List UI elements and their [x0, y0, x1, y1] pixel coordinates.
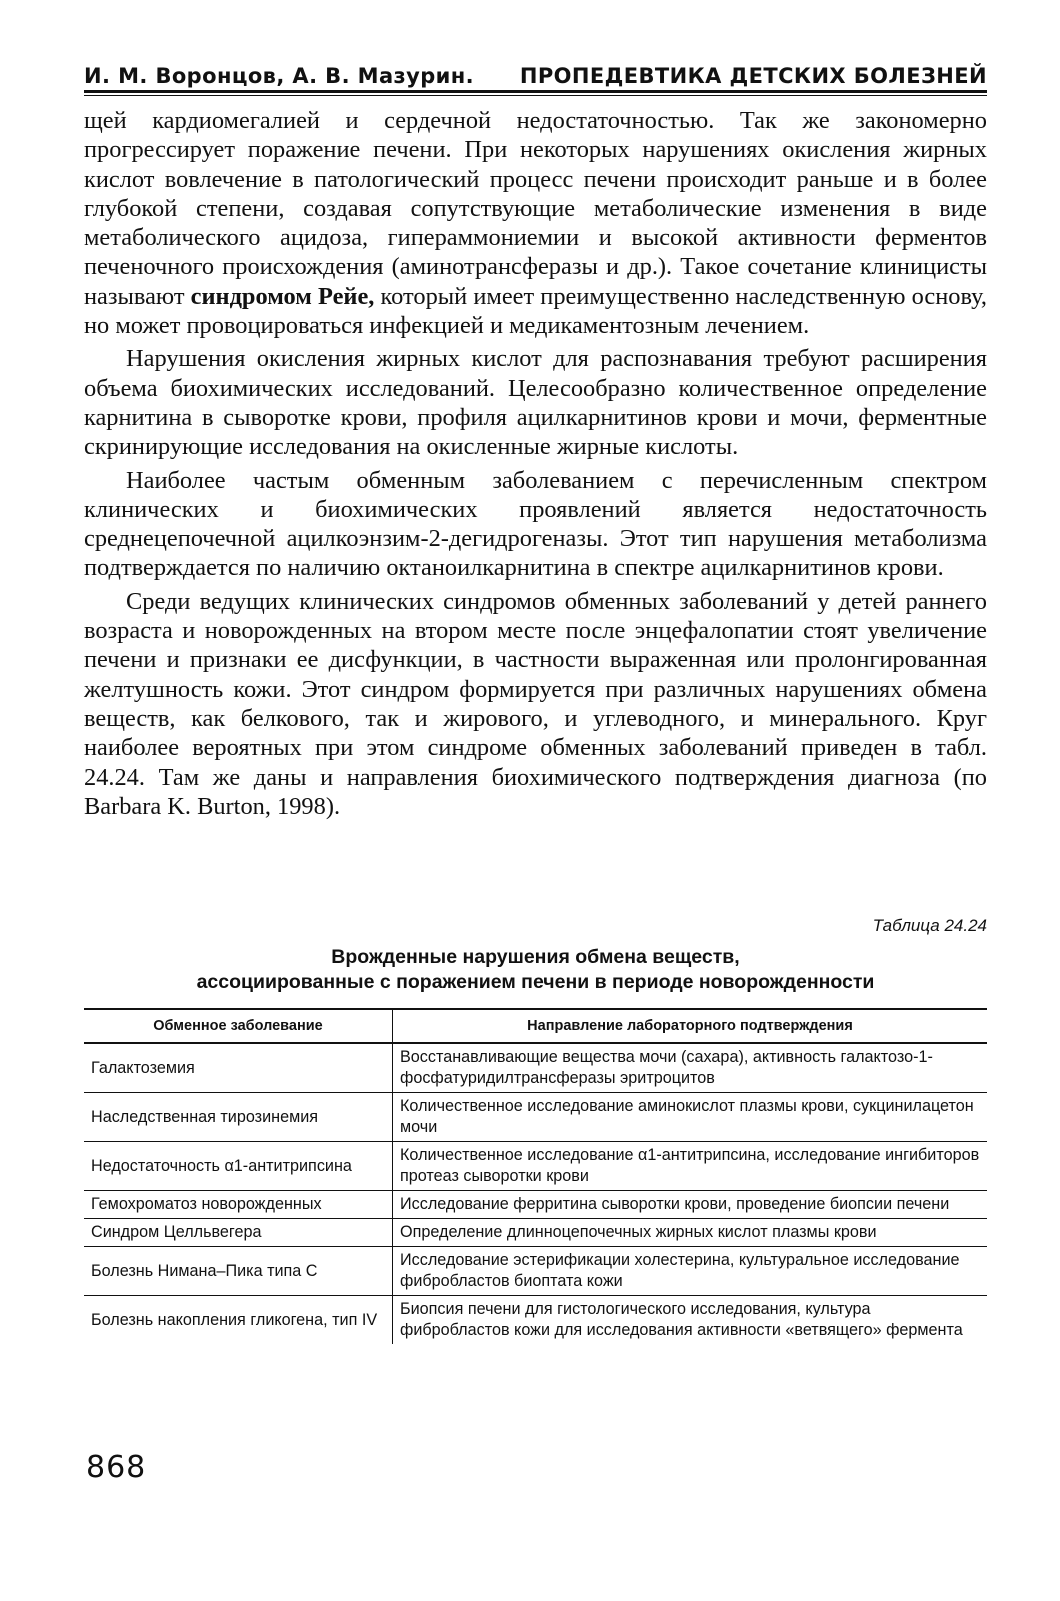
disease-cell: Синдром Целльвегера	[84, 1219, 393, 1247]
lab-cell: Исследование эстерификации холестерина, культуральное исследование фибробластов биоптата кожи	[393, 1247, 988, 1296]
disease-cell: Галактоземия	[84, 1043, 393, 1093]
running-head-authors: И. М. Воронцов, А. В. Мазурин.	[84, 64, 475, 88]
table-row	[84, 1142, 987, 1191]
table-row	[84, 1093, 987, 1142]
paragraph-4: Среди ведущих клинических синдромов обменных заболеваний у детей раннего возраста и новорожденных на втором месте после энцефалопатии стоят увеличение печени и признаки ее дисфункции, в частности выраженная или пролонгированная желтушность кожи. Этот синдром формируется при различных нарушениях обмена веществ, как белкового, так и жирового, и углеводного, и минерального. Круг наиболее вероятных при этом синдроме обменных заболеваний приведен в табл. 24.24. Там же даны и направления биохимического подтверждения диагноза (по Barbara K. Burton, 1998).	[84, 587, 987, 820]
table-title-line-2: ассоциированные с поражением печени в периоде новорожденности	[196, 971, 875, 993]
paragraph-2: Нарушения окисления жирных кислот для распознавания требуют расширения объема биохимических исследований. Целесообразно количественное определение карнитина в сыворотке крови, профиля ацилкарнитинов крови и мочи, ферментные скринирующие исследования на окисленные жирные кислоты.	[84, 345, 987, 461]
disease-cell: Недостаточность α1-антитрипсина	[84, 1142, 393, 1191]
column-header-disease: Обменное заболевание	[84, 1009, 393, 1043]
table-title-line-1: Врожденные нарушения обмена веществ,	[331, 946, 740, 968]
lab-cell: Количественное исследование аминокислот плазмы крови, сукцинилацетон мочи	[393, 1093, 988, 1142]
paragraph-1-text-end: который имеет преимущественно наследственную основу, но может провоцироваться инфекцией и медикаментозным лечением.	[84, 282, 987, 340]
table-header-row	[84, 1009, 987, 1043]
header-rule-thin	[84, 95, 987, 96]
table-row	[84, 1219, 987, 1247]
disease-cell: Болезнь Нимана–Пика типа С	[84, 1247, 393, 1296]
header-rule	[84, 90, 987, 93]
paragraph-1	[84, 106, 987, 340]
paragraph-1-text: щей кардиомегалией и сердечной недостаточностью. Так же закономерно прогрессирует поражение печени. При некоторых нарушениях окисления жирных кислот вовлечение в патологический процесс печени происходит раньше и в более глубокой степени, создавая сопутствующие метаболические изменения в виде метаболического ацидоза, гипераммониемии и высокой активности ферментов печеночного происхождения (аминотрансферазы и др.). Такое сочетание клиницисты называют	[84, 107, 987, 310]
term-reye-syndrome: синдромом Рейе,	[190, 282, 375, 310]
lab-cell: Биопсия печени для гистологического исследования, культура фибробластов кожи для исследования активности «ветвящего» фермента	[400, 1300, 963, 1339]
paragraph-3: Наиболее частым обменным заболеванием с перечисленным спектром клинических и биохимических проявлений является недостаточность среднецепочечной ацилкоэнзим-2-дегидрогеназы. Этот тип нарушения метаболизма подтверждается по наличию октаноилкарнитина в спектре ацилкарнитинов крови.	[84, 466, 987, 582]
table-row	[84, 1191, 987, 1219]
running-head	[84, 52, 987, 88]
page-number: 868	[86, 1450, 147, 1485]
table-label: Таблица 24.24	[872, 916, 987, 935]
disease-cell: Болезнь накопления гликогена, тип IV	[84, 1296, 393, 1345]
lab-cell: Определение длинноцепочечных жирных кислот плазмы крови	[393, 1219, 988, 1247]
disease-table	[84, 1008, 987, 1344]
running-head-book-title: ПРОПЕДЕВТИКА ДЕТСКИХ БОЛЕЗНЕЙ	[519, 64, 987, 88]
column-header-lab: Направление лабораторного подтверждения	[393, 1009, 988, 1043]
table-row	[84, 1247, 987, 1296]
body-text	[84, 106, 987, 825]
table-row	[84, 1043, 987, 1093]
disease-cell: Гемохроматоз новорожденных	[84, 1191, 393, 1219]
disease-cell: Наследственная тирозинемия	[84, 1093, 393, 1142]
lab-cell: Исследование ферритина сыворотки крови, проведение биопсии печени	[393, 1191, 988, 1219]
table-title	[84, 945, 987, 995]
table-row	[84, 1296, 987, 1345]
lab-cell: Восстанавливающие вещества мочи (сахара), активность галактозо-1-фосфатуридилтрансферазы эритроцитов	[393, 1043, 988, 1093]
lab-cell: Количественное исследование α1-антитрипсина, исследование ингибиторов протеаз сыворотки крови	[393, 1142, 988, 1191]
